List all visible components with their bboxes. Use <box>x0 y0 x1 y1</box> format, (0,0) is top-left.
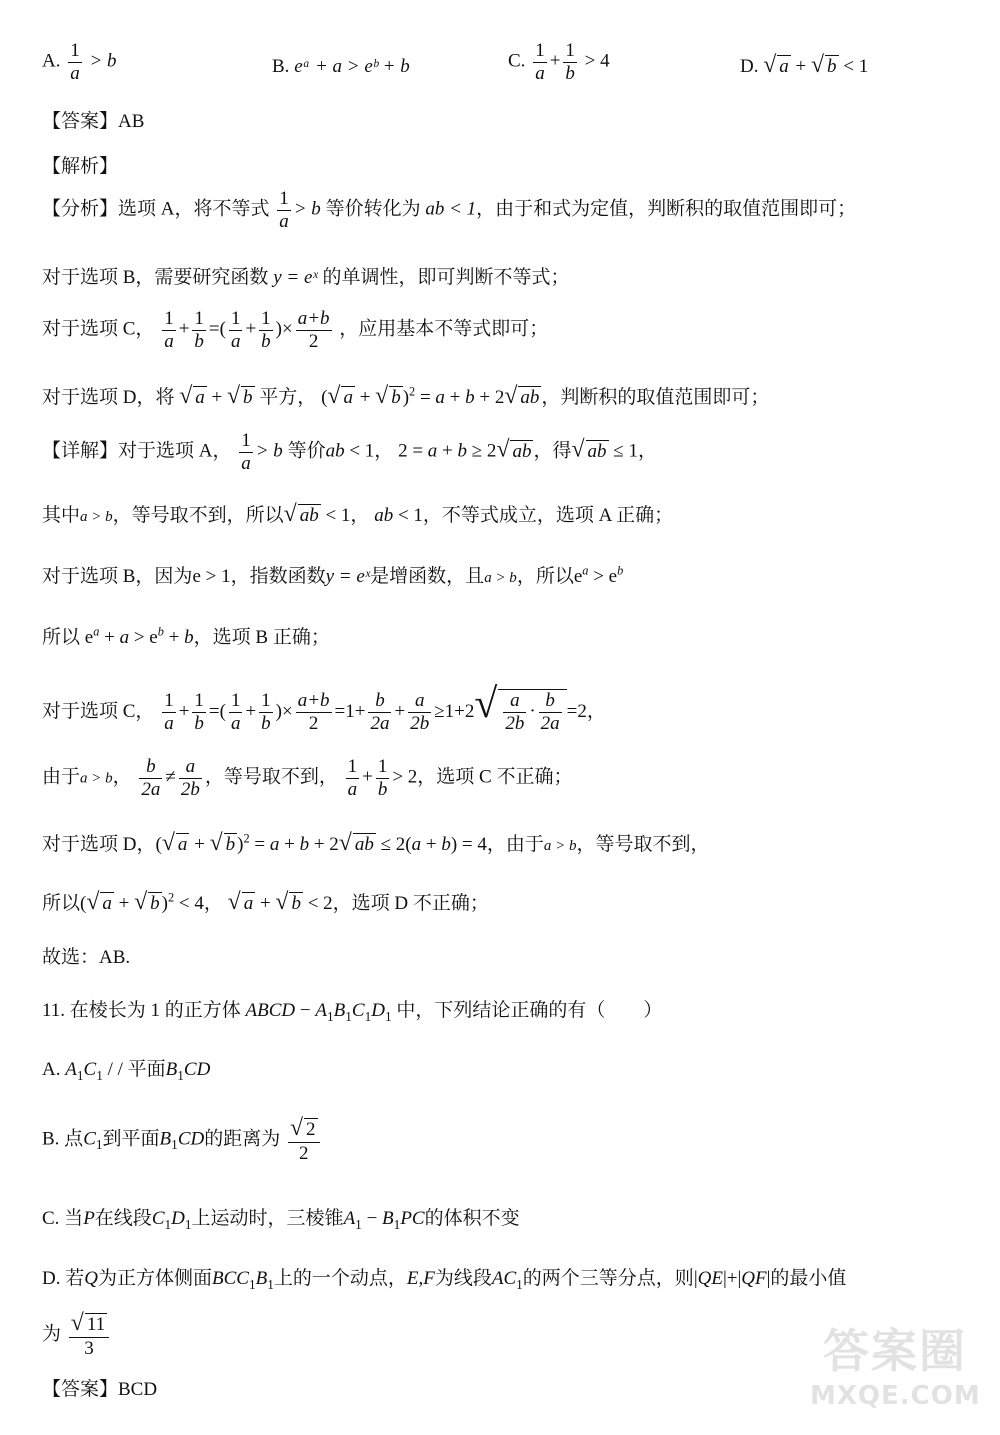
conclusion-q10: 故选：AB. <box>42 947 131 968</box>
detail-line-8: 所以(√ a + √ b )$^2$ < 4， √ a + √ b < 2，选项 D 不正确； <box>42 889 489 915</box>
detail-line-4: 所以 $e^a + a > e^b + b$，选项 B 正确； <box>42 624 330 648</box>
watermark-logo: 答案圈 MXQE.COM <box>810 1324 981 1411</box>
option-b: B. eᵃ + a > eᵇ + b <box>272 56 410 77</box>
question-11-option-b: B. 点$C_1$到平面$B_1CD$的距离为 $\frac{√ 2}{2}$ <box>42 1115 323 1165</box>
detail-line-6: 由于a > b， $\frac{b}{2a}$ ≠ $\frac{a}{2b}$ ，等号取不到， $\frac{1}{a}$ + $\frac{1}{b}$ > 2，选项 C 不正确； <box>42 756 573 800</box>
option-d: D. √ a + √ b < 1 <box>740 52 869 78</box>
detail-line-2: 其中a > b，等号取不到，所以√ ab < 1， ab < 1，不等式成立，选项 A 正确； <box>42 501 674 527</box>
analysis-line-4: 对于选项 D，将 √ a + √ b 平方， (√ a + √ b )$^2$ = a + b + 2√ ab ，判断积的取值范围即可； <box>42 383 770 409</box>
analysis-line-3: 对于选项 C， $\frac{1}{a}$ + $\frac{1}{b}$ =( $\frac{1}{a}$ + $\frac{1}{b}$ )× $\frac{a+b}{2}$ ，应用基本不等式即可； <box>42 308 549 352</box>
option-c: C. $\frac{1}{a}$ + $\frac{1}{b}$ > 4 <box>508 40 610 84</box>
detail-line-3: 对于选项 B，因为e > 1，指数函数y = eˣ是增函数，且a > b，所以$e^a > e^b$ <box>42 563 624 587</box>
analysis-line-2: 对于选项 B，需要研究函数 y = eˣ 的单调性，即可判断不等式； <box>42 267 570 288</box>
question-11-option-c: C. 当P在线段$C_1D_1$上运动时，三棱锥$A_1 - B_1PC$的体积不变 <box>42 1208 520 1232</box>
detail-line-7: 对于选项 D，(√ a + √ b )$^2$ = a + b + 2√ ab ≤ 2(a + b) = 4，由于a > b，等号取不到， <box>42 830 710 856</box>
answer-q11: 【答案】BCD <box>42 1379 158 1400</box>
fraction: $\frac{1}{a}$ <box>70 40 80 84</box>
question-11-stem: 11. 在棱长为 1 的正方体 ABCD − $A_1B_1C_1D_1$ 中，下列结论正确的有（ ） <box>42 1000 663 1024</box>
analysis-heading: 【解析】 <box>42 156 119 177</box>
detail-line-5: 对于选项 C， $\frac{1}{a}$ + $\frac{1}{b}$ =( $\frac{1}{a}$ + $\frac{1}{b}$ )× $\frac{a+b}{2}$ =1+ $\frac{b}{2a}$ + $\frac{a}{2b}$ ≥1+2√ $\frac{a}{2b}$ · $\frac{b}{2a}$ =2， <box>42 681 606 735</box>
detail-line-1: 【详解】对于选项 A， $\frac{1}{a}$ > b 等价ab < 1， 2 = a + b ≥ 2√ ab ，得√ ab ≤ 1， <box>42 430 657 474</box>
question-11-option-a: A. $A_1C_1$ / / 平面$B_1CD$ <box>42 1059 211 1083</box>
analysis-line-1: 【分析】选项 A，将不等式 $\frac{1}{a}$ > b 等价转化为 ab < 1，由于和式为定值，判断积的取值范围即可； <box>42 188 857 232</box>
question-11-option-d-cont: 为 $\frac{√ 11}{3}$ <box>42 1310 112 1360</box>
option-a: A. $\frac{1}{a}$ > b <box>42 40 117 84</box>
question-11-option-d: D. 若Q为正方体侧面$BCC_1B_1$上的一个动点，E,F为线段$AC_1$的两个三等分点，则|QE|+|QF|的最小值 <box>42 1268 847 1292</box>
answer-q10: 【答案】AB <box>42 111 145 132</box>
